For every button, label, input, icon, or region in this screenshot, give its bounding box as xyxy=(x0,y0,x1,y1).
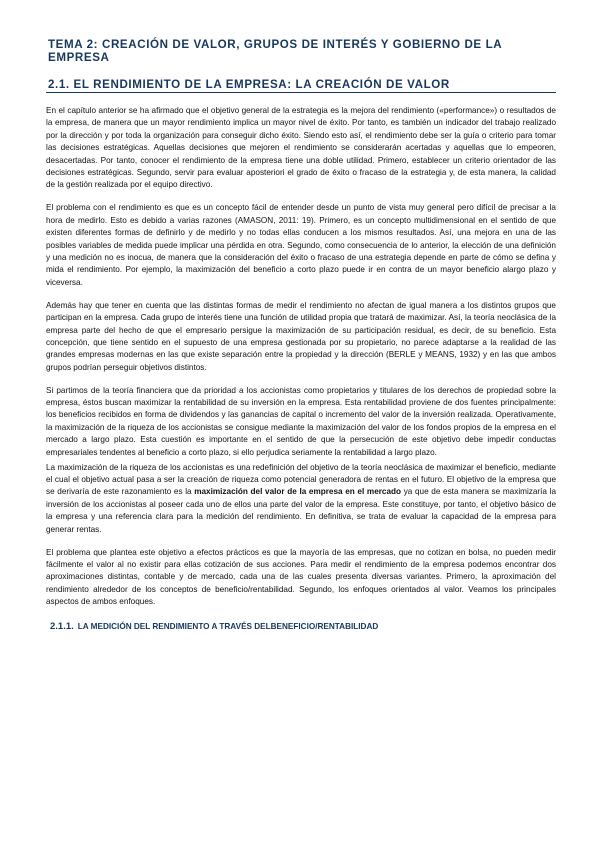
paragraph-4: Si partimos de la teoría financiera que da prioridad a los accionistas como propietarios y titulares de los derechos de propiedad sobre la empresa, éstos buscan maximizar la rentabilidad de su inversión en la empresa. Esta rentabilidad proviene de dos fuentes principalmente: los beneficios recibidos en forma de dividendos y las ganancias de capital o incremento del valor de la inversión realizada. Operativamente, la maximización de la riqueza de los accionistas se consigue mediante la maximización del valor de los fondos propios de la empresa en el mercado a largo plazo. Esta cuestión es importante en el sentido de que la persecución de este objetivo debe impedir conductas empresariales tendentes al beneficio a corto plazo, si ello perjudica seriamente la rentabilidad a largo plazo. xyxy=(46,385,556,457)
paragraph-3: Además hay que tener en cuenta que las distintas formas de medir el rendimiento no afectan de igual manera a los distintos grupos que participan en la empresa. Cada grupo de interés tiene una función de utilidad propia que tratará de maximizar. Así, la teoría neoclásica de la empresa parte del hecho de que el empresario persigue la maximización de su participación residual, es decir, de su beneficio. Esta concepción, que tiene sentido en el supuesto de una empresa gestionada por su propietario, no parece adaptarse a la realidad de las grandes empresas modernas en las que existe separación entre la propiedad y la dirección (BERLE y MEANS, 1932) y en las que ambos grupos podrían perseguir objetivos distintos. xyxy=(46,300,556,372)
chapter-title: TEMA 2: CREACIÓN DE VALOR, GRUPOS DE INTERÉS Y GOBIERNO DE LA EMPRESA xyxy=(48,38,502,64)
paragraph-5 xyxy=(46,462,556,536)
section-heading: 2.1. EL RENDIMIENTO DE LA EMPRESA: LA CREACIÓN DE VALOR xyxy=(46,78,556,93)
paragraph-5-text-a: La maximización de la riqueza de los accionistas es una redefinición del objetivo de la teoría neoclásica de maximizar el beneficio, mediante el cual el objetivo actual pasa a ser la creación de riqueza como potencial generadora de rentas en el futuro. El objetivo de la empresa que se derivaría de este razonamiento es la xyxy=(46,462,556,497)
paragraph-5-emphasis: maximización del valor de la empresa en el mercado xyxy=(194,487,402,497)
document-page xyxy=(46,38,556,632)
subsection-heading xyxy=(50,621,556,632)
subsection-number: 2.1.1. xyxy=(50,620,74,632)
paragraph-2: El problema con el rendimiento es que es un concepto fácil de entender desde un punto de vista muy general pero difícil de precisar a la hora de medirlo. Esto es debido a varias razones (AMASON, 2011: 19). Primero, es un concepto multidimensional en el sentido de que existen diferentes formas de definirlo y de medirlo y no todas ellas conducen a los mismos resultados. Así, una mejora en una de las posibles variables de medida puede implicar una pérdida en otra. Segundo, como consecuencia de lo anterior, la elección de una definición y una medición no es inocua, de manera que la consideración del éxito o fracaso de una estrategia depende en parte de cómo se defina y mida el rendimiento. Por ejemplo, la maximización del beneficio a corto plazo puede ir en contra de un mayor beneficio alargo plazo y viceversa. xyxy=(46,203,556,287)
paragraph-1: En el capítulo anterior se ha afirmado que el objetivo general de la estrategia es la mejora del rendimiento («performance») o resultados de la empresa, de manera que un mayor rendimiento implica un mayor nivel de éxito. Por tanto, es también un indicador del trabajo realizado por la dirección y por toda la organización para conseguir dicho éxito. Siendo esto así, el rendimiento debe ser la guía o criterio para tomar las decisiones estratégicas. Aquellas decisiones que mejoren el rendimiento se considerarán acertadas y aquellas que lo empeoren, desacertadas. Por tanto, conocer el rendimiento de la empresa tiene una doble utilidad. Primero, establecer un criterio orientador de las decisiones estratégicas. Segundo, servir para evaluar aposteriori el grado de éxito o fracaso de la estrategia y, de esta manera, la calidad de la gestión realizada por el equipo directivo. xyxy=(46,106,556,190)
paragraph-6: El problema que plantea este objetivo a efectos prácticos es que la mayoría de las empresas, que no cotizan en bolsa, no pueden medir fácilmente el valor al no existir para ellas cotización de sus acciones. Para medir el rendimiento de la empresa podemos encontrar dos aproximaciones distintas, contable y de mercado, cada una de las cuales presenta diversas variantes. Primero, la aproximación del rendimiento alrededor de los conceptos de beneficio/rentabilidad. Segundo, los enfoques orientados al valor. Veamos los principales aspectos de ambos enfoques. xyxy=(46,547,556,607)
paragraph-5-text-b: ya que de esta manera se maximizaría la inversión de los accionistas al poseer cada uno de ellos una parte del valor de la empresa. Este constituye, por tanto, el objetivo básico de la empresa y una referencia clara para la medición del rendimiento. En definitiva, se trata de evaluar la capacidad de la empresa para generar rentas. xyxy=(46,487,556,534)
subsection-title: LA MEDICIÓN DEL RENDIMIENTO A TRAVÉS DELBENEFICIO/RENTABILIDAD xyxy=(77,621,379,631)
